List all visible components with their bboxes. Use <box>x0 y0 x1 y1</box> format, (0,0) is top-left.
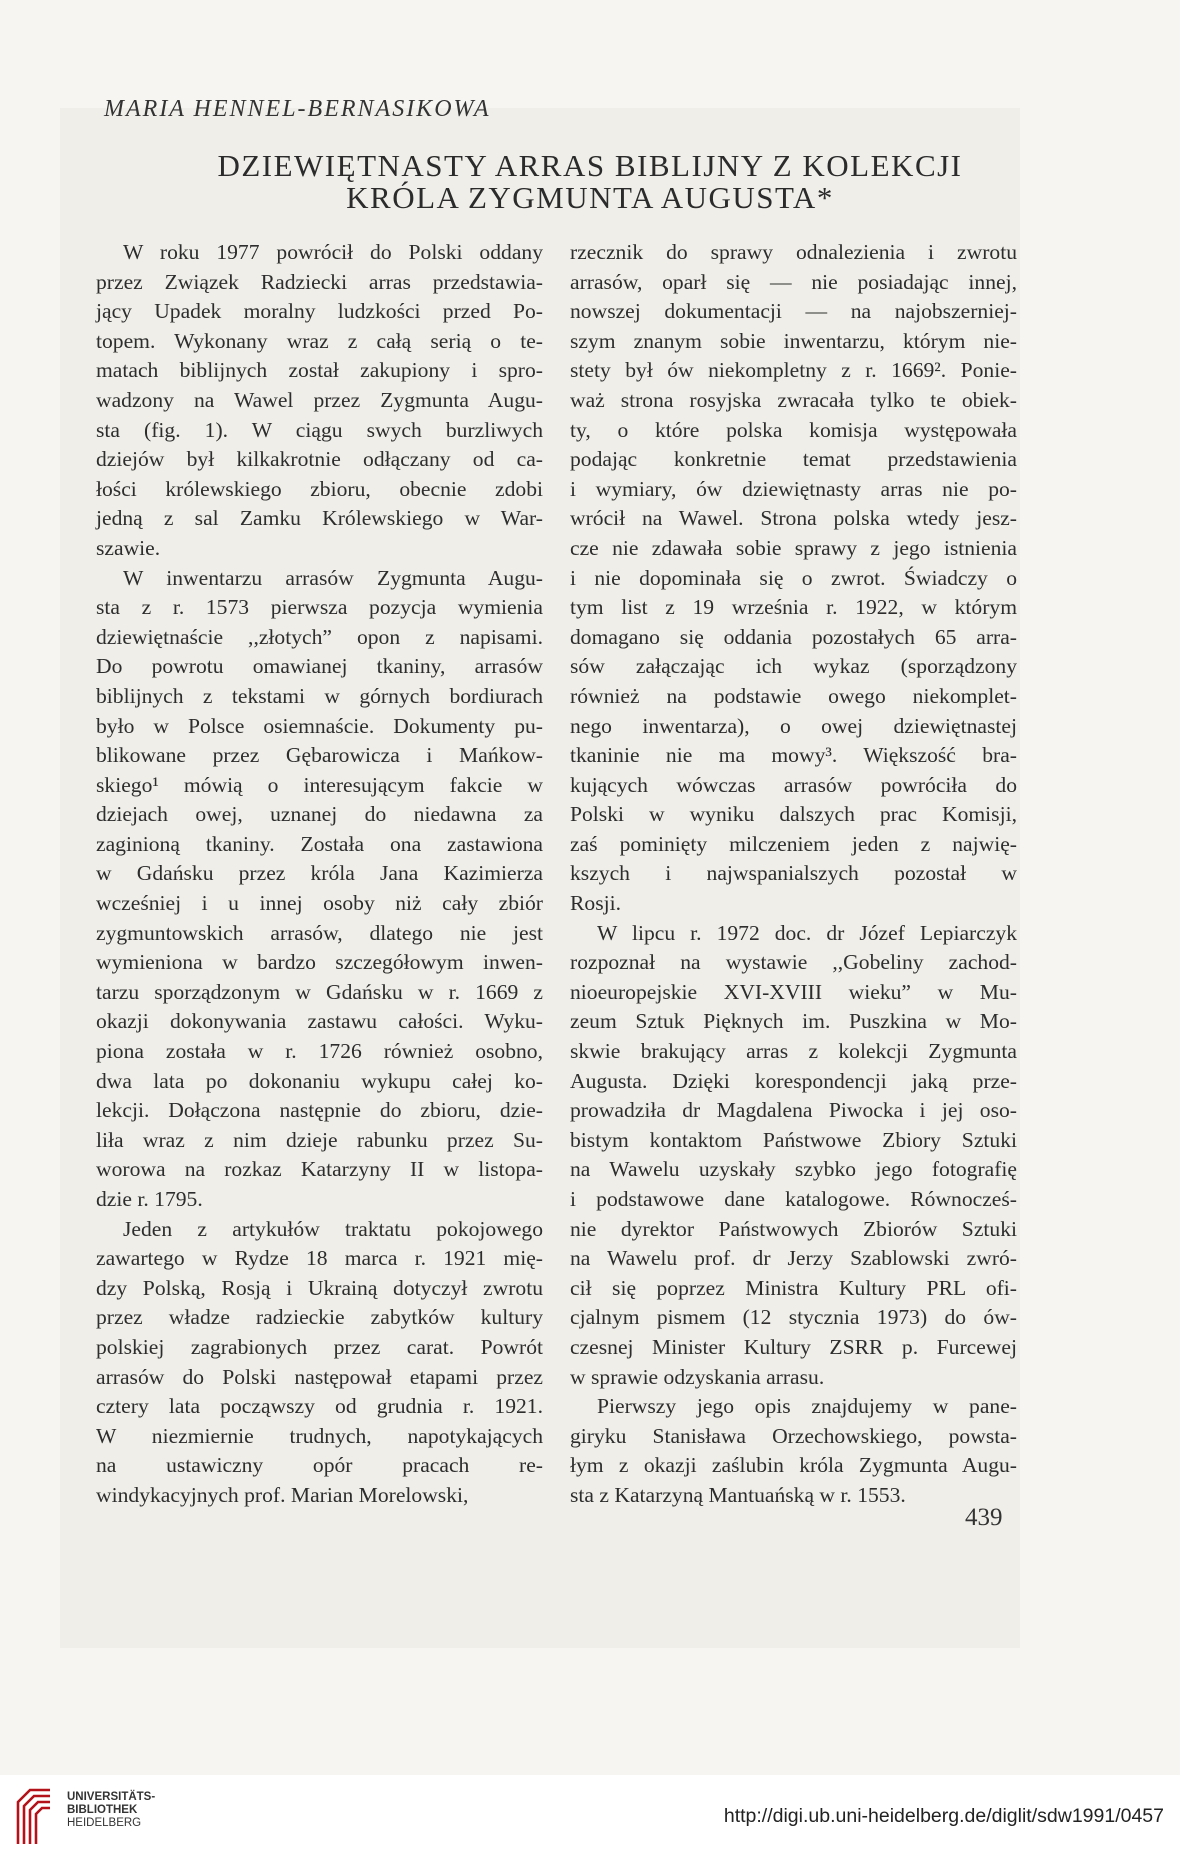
text-line: dziewiętnaście ,,złotych” opon z napisami. <box>96 624 543 649</box>
author-name: MARIA HENNEL-BERNASIKOWA <box>104 96 491 122</box>
text-line: sów załączając ich wykaz (sporządzony <box>570 654 1017 679</box>
text-line: wadzony na Wawel przez Zygmunta Augu- <box>96 387 543 412</box>
ub-heidelberg-logo-icon <box>10 1782 56 1846</box>
text-line: i nie dopominała się o zwrot. Świadczy o <box>570 565 1017 590</box>
source-url[interactable]: http://digi.ub.uni-heidelberg.de/diglit/sdw1991/0457 <box>723 1805 1164 1827</box>
text-line: dzy Polską, Rosją i Ukrainą dotyczył zwrotu <box>96 1275 543 1300</box>
library-line-2: BIBLIOTHEK <box>67 1804 138 1816</box>
text-line: cztery lata począwszy od grudnia r. 1921. <box>96 1394 543 1419</box>
text-line: kujących wówczas arrasów powróciła do <box>570 772 1017 797</box>
text-line: lekcji. Dołączona następnie do zbioru, dzie- <box>96 1098 543 1123</box>
right-text-column <box>570 238 1017 1511</box>
text-line: było w Polsce osiemnaście. Dokumenty pu- <box>96 713 543 738</box>
text-line: windykacyjnych prof. Marian Morelowski, <box>96 1482 469 1507</box>
text-line: arrasów, oparł się — nie posiadając innej, <box>570 269 1017 294</box>
text-line: tym list z 19 września r. 1922, w którym <box>570 595 1017 620</box>
text-line: Pierwszy jego opis znajdujemy w pane- <box>597 1394 1017 1419</box>
text-line: arrasów do Polski następował etapami przez <box>96 1364 543 1389</box>
library-name <box>67 1791 155 1830</box>
text-line: ty, o które polska komisja występowała <box>570 417 1017 442</box>
text-line: Rosji. <box>570 891 622 916</box>
text-line: zaś pominięty milczeniem jeden z najwię- <box>570 831 1017 856</box>
text-line: łym z okazji zaślubin króla Zygmunta Augu- <box>570 1453 1017 1478</box>
text-line: na Wawelu uzyskały szybko jego fotografię <box>570 1157 1017 1182</box>
text-line: nowszej dokumentacji — na najobszerniej- <box>570 299 1017 324</box>
text-line: zawartego w Rydze 18 marca r. 1921 mię- <box>96 1246 543 1271</box>
text-line: worowa na rozkaz Katarzyny II w listopa- <box>96 1157 543 1182</box>
text-line: cjalnym pismem (12 stycznia 1973) do ów- <box>570 1305 1017 1330</box>
text-line: cił się poprzez Ministra Kultury PRL ofi- <box>570 1275 1017 1300</box>
text-line: dzie r. 1795. <box>96 1187 203 1211</box>
text-line: Jeden z artykułów traktatu pokojowego <box>123 1216 543 1241</box>
text-line: dziejach owej, uznanej do niedawna za <box>96 802 543 827</box>
text-line: W lipcu r. 1972 doc. dr Józef Lepiarczyk <box>597 920 1017 945</box>
text-line: skwie brakujący arras z kolekcji Zygmunta <box>570 1039 1017 1064</box>
text-line: podając konkretnie temat przedstawienia <box>570 447 1017 472</box>
title-line-1: DZIEWIĘTNASTY ARRAS BIBLIJNY Z KOLEKCJI <box>217 148 963 183</box>
text-line: W roku 1977 powrócił do Polski oddany <box>123 240 543 264</box>
text-line: w Gdańsku przez króla Jana Kazimierza <box>96 861 543 886</box>
text-line: blikowane przez Gębarowicza i Mańkow- <box>96 743 543 768</box>
text-line: okazji dokonywania zastawu całości. Wyku- <box>96 1009 543 1034</box>
text-line: szawie. <box>96 535 161 560</box>
text-line: tkaninie nie ma mowy³. Większość bra- <box>570 743 1017 768</box>
text-line: Do powrotu omawianej tkaniny, arrasów <box>96 654 543 679</box>
text-line: wymieniona w bardzo szczegółowym inwen- <box>96 950 543 975</box>
text-line: przez władze radzieckie zabytków kultury <box>96 1305 543 1330</box>
text-line: na Wawelu prof. dr Jerzy Szablowski zwró- <box>570 1246 1017 1271</box>
text-line: przez Związek Radziecki arras przedstawia- <box>96 269 543 294</box>
text-line: matach biblijnych został zakupiony i spro- <box>96 358 543 383</box>
text-line: jący Upadek moralny ludzkości przed Po- <box>96 299 543 324</box>
text-line: i podstawowe dane katalogowe. Równocześ- <box>570 1187 1017 1211</box>
text-line: topem. Wykonany wraz z całą serią o te- <box>96 328 543 353</box>
page-number: 439 <box>965 1504 1003 1531</box>
text-line: nioeuropejskie XVI-XVIII wieku” w Mu- <box>570 979 1017 1004</box>
text-line: w sprawie odzyskania arrasu. <box>570 1364 825 1389</box>
text-line: nego inwentarza), o owej dziewiętnastej <box>570 713 1017 738</box>
text-line: kszych i najwspanialszych pozostał w <box>570 861 1017 886</box>
text-line: waż strona rosyjska zwracała tylko te obiek- <box>570 387 1017 412</box>
text-line: jedną z sal Zamku Królewskiego w War- <box>96 506 543 531</box>
library-line-1: UNIVERSITÄTS- <box>67 1791 156 1803</box>
text-line: czesnej Minister Kultury ZSRR p. Furcewej <box>570 1334 1017 1359</box>
text-line: prowadziła dr Magdalena Piwocka i jej oso- <box>570 1098 1017 1123</box>
text-line: zeum Sztuk Pięknych im. Puszkina w Mo- <box>570 1009 1017 1034</box>
text-line: sta z r. 1573 pierwsza pozycja wymienia <box>96 595 543 620</box>
text-line: rzecznik do sprawy odnalezienia i zwrotu <box>570 240 1017 264</box>
text-line: liła wraz z nim dzieje rabunku przez Su- <box>96 1127 543 1152</box>
text-line: rozpoznał na wystawie ,,Gobeliny zachod- <box>570 950 1017 975</box>
text-line: W inwentarzu arrasów Zygmunta Augu- <box>123 565 543 590</box>
text-line: łości królewskiego zbioru, obecnie zdobi <box>96 476 543 501</box>
text-line: domagano się oddania pozostałych 65 arra- <box>570 624 1017 649</box>
text-line: dwa lata po dokonaniu wykupu całej ko- <box>96 1068 543 1093</box>
text-line: skiego¹ mówią o interesującym fakcie w <box>96 772 543 797</box>
text-line: wrócił na Wawel. Strona polska wtedy jesz- <box>570 506 1017 531</box>
title-line-2: KRÓLA ZYGMUNTA AUGUSTA* <box>346 180 834 215</box>
text-line: cze nie zdawała sobie sprawy z jego istnienia <box>570 535 1017 560</box>
text-line: również na podstawie owego niekomplet- <box>570 683 1017 708</box>
text-line: Augusta. Dzięki korespondencji jaką prze- <box>570 1068 1017 1093</box>
text-line: sta z Katarzyną Mantuańską w r. 1553. <box>570 1482 906 1507</box>
article-title <box>100 150 1080 214</box>
text-line: biblijnych z tekstami w górnych bordiurach <box>96 683 543 708</box>
library-line-3: HEIDELBERG <box>67 1817 142 1829</box>
text-line: wcześniej i u innej osoby niż cały zbiór <box>96 891 543 916</box>
text-line: polskiej zagrabionych przez carat. Powrót <box>96 1334 543 1359</box>
text-line: szym znanym sobie inwentarzu, którym nie- <box>570 328 1017 353</box>
text-line: Polski w wyniku dalszych prac Komisji, <box>570 802 1017 827</box>
text-line: W niezmiernie trudnych, napotykających <box>96 1423 543 1448</box>
text-line: tarzu sporządzonym w Gdańsku w r. 1669 z <box>96 979 543 1004</box>
text-line: piona została w r. 1726 również osobno, <box>96 1039 543 1064</box>
text-line: giryku Stanisława Orzechowskiego, powsta- <box>570 1423 1017 1448</box>
left-text-column <box>96 238 543 1511</box>
text-line: zygmuntowskich arrasów, dlatego nie jest <box>96 920 543 945</box>
text-line: zaginioną tkaniny. Została ona zastawiona <box>96 831 543 856</box>
text-line: i wymiary, ów dziewiętnasty arras nie po- <box>570 476 1017 501</box>
text-line: na ustawiczny opór pracach re- <box>96 1453 543 1478</box>
text-line: bistym kontaktom Państwowe Zbiory Sztuki <box>570 1127 1017 1152</box>
text-line: stety był ów niekompletny z r. 1669². Ponie- <box>570 358 1017 383</box>
text-line: sta (fig. 1). W ciągu swych burzliwych <box>96 417 543 442</box>
text-line: dziejów był kilkakrotnie odłączany od ca- <box>96 447 543 472</box>
text-line: nie dyrektor Państwowych Zbiorów Sztuki <box>570 1216 1017 1241</box>
